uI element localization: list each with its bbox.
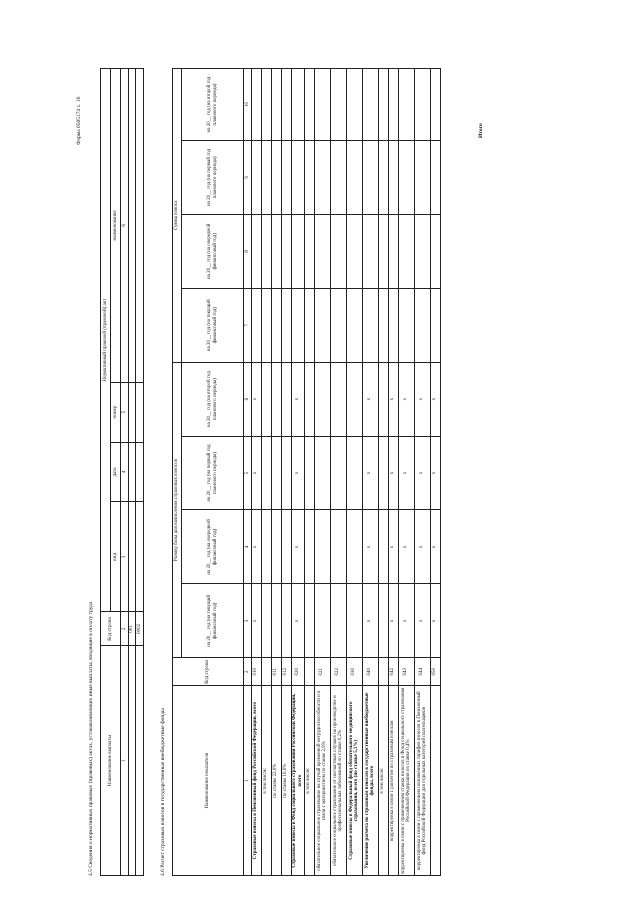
row-code: 042 xyxy=(388,658,398,686)
t45-code: 001 xyxy=(128,612,136,646)
value-cell xyxy=(330,288,346,362)
row-name: в том числе: xyxy=(261,686,271,876)
value-cell xyxy=(388,69,398,141)
table-row xyxy=(291,69,304,876)
row-code: 010 xyxy=(251,658,261,686)
table-row xyxy=(281,69,291,876)
t46-header-sum: Сумма взноса xyxy=(173,69,182,363)
value-cell xyxy=(346,69,362,141)
x-mark: x xyxy=(362,362,378,436)
value-cell xyxy=(304,362,314,436)
t45-colnum: 1 xyxy=(121,646,129,876)
t46-colnum: 8 xyxy=(244,214,252,288)
t45-header-code: Код строки xyxy=(101,612,121,646)
value-cell xyxy=(251,69,261,141)
t46-header-code: Код строки xyxy=(173,658,244,686)
value-cell xyxy=(281,436,291,510)
value-cell xyxy=(251,140,261,214)
row-name: обязательное социальное страхование от несчастных случаев на производстве и профессиональных заболеваний по ставке 0,2% xyxy=(330,686,346,876)
row-name xyxy=(430,686,440,876)
t45-header-naim: наименование xyxy=(111,69,121,383)
value-cell xyxy=(330,69,346,141)
row-code: 020 xyxy=(291,658,304,686)
x-mark: x xyxy=(251,510,261,584)
value-cell xyxy=(398,69,414,141)
value-cell xyxy=(251,288,261,362)
value-cell xyxy=(271,69,281,141)
row-code: 021 xyxy=(314,658,330,686)
row-code: 011 xyxy=(271,658,281,686)
t46-h-yfirst: на 20__ год (на первый год планового периода) xyxy=(182,140,244,214)
table-row xyxy=(388,69,398,876)
value-cell xyxy=(271,362,281,436)
x-mark: x xyxy=(362,510,378,584)
t46-colnum: 9 xyxy=(244,140,252,214)
t45-colnum: 4 xyxy=(121,442,129,502)
x-mark: x xyxy=(388,362,398,436)
value-cell xyxy=(271,510,281,584)
value-cell xyxy=(330,362,346,436)
value-cell xyxy=(430,288,440,362)
row-code: 030 xyxy=(346,658,362,686)
value-cell xyxy=(281,69,291,141)
value-cell xyxy=(346,362,362,436)
value-cell xyxy=(388,288,398,362)
value-cell xyxy=(330,584,346,658)
value-cell xyxy=(261,436,271,510)
x-mark: x xyxy=(251,362,261,436)
x-mark: x xyxy=(362,436,378,510)
value-cell xyxy=(388,214,398,288)
x-mark: x xyxy=(430,436,440,510)
x-mark: x xyxy=(251,584,261,658)
value-cell xyxy=(304,140,314,214)
t45-header-name: Наименование выплаты xyxy=(101,646,121,876)
x-mark: x xyxy=(430,362,440,436)
t46-colnum: 5 xyxy=(244,436,252,510)
table-row xyxy=(398,69,414,876)
table-row xyxy=(128,69,136,876)
x-mark: x xyxy=(414,436,430,510)
value-cell xyxy=(378,436,388,510)
value-cell xyxy=(346,214,362,288)
value-cell xyxy=(261,584,271,658)
value-cell xyxy=(281,362,291,436)
t46-header-base: Размер базы для начисления страховых взносов xyxy=(173,362,182,658)
x-mark: x xyxy=(398,362,414,436)
value-cell xyxy=(414,69,430,141)
x-mark: x xyxy=(414,584,430,658)
value-cell xyxy=(261,214,271,288)
t45-colnum: 6 xyxy=(121,69,129,383)
t46-colnum: 1 xyxy=(244,686,252,876)
value-cell xyxy=(378,584,388,658)
row-name: в том числе: xyxy=(304,686,314,876)
value-cell xyxy=(281,140,291,214)
value-cell xyxy=(271,288,281,362)
value-cell xyxy=(261,288,271,362)
value-cell xyxy=(378,510,388,584)
t46-h-ynext: на 20__ год (на очередной финансовый год) xyxy=(182,510,244,584)
t45-header-date: дата xyxy=(111,442,121,502)
value-cell xyxy=(398,140,414,214)
row-name: Страховые взносы в Федеральный фонд обязательного медицинского страхования, всего (по ставке 5,1%) xyxy=(346,686,362,876)
row-code xyxy=(304,658,314,686)
value-cell xyxy=(304,510,314,584)
value-cell xyxy=(261,69,271,141)
value-cell xyxy=(346,584,362,658)
value-cell xyxy=(251,214,261,288)
value-cell xyxy=(304,288,314,362)
x-mark: x xyxy=(398,584,414,658)
value-cell xyxy=(414,214,430,288)
value-cell xyxy=(330,510,346,584)
row-code: 043 xyxy=(398,658,414,686)
row-name: корректировка в связи с применением ставки взносов в Фонд социального страхования Российской Федерации по ставке 0,4% xyxy=(398,686,414,876)
table-row xyxy=(346,69,362,876)
t45-header-vid: вид xyxy=(111,502,121,612)
value-cell xyxy=(314,69,330,141)
value-cell xyxy=(281,510,291,584)
value-cell xyxy=(291,214,304,288)
value-cell xyxy=(314,214,330,288)
value-cell xyxy=(346,140,362,214)
value-cell xyxy=(430,140,440,214)
total-label: Итого xyxy=(478,123,484,138)
t46-h-ynext: на 20__ год (на очередной финансовый год) xyxy=(182,214,244,288)
value-cell xyxy=(430,69,440,141)
table-row xyxy=(136,69,144,876)
value-cell xyxy=(281,288,291,362)
section-45-title: 4.5 Сведения о нормативных правовых (правовых) актах, устанавливающих иные выплаты, входящие в оплату труда xyxy=(88,601,94,876)
row-code: 022 xyxy=(330,658,346,686)
t46-colnum-row xyxy=(244,69,252,876)
value-cell xyxy=(314,436,330,510)
value-cell xyxy=(281,584,291,658)
form-code: Форма 0505174 с. 16 xyxy=(76,96,82,145)
t46-h-ycur: на 20__ год (на текущий финансовый год) xyxy=(182,584,244,658)
row-name: Страховые взносы в Фонд социального страхования Российской Федерации, всего xyxy=(291,686,304,876)
value-cell xyxy=(362,214,378,288)
t46-h-ysecond: на 20__ год (на второй год планового периода) xyxy=(182,69,244,141)
value-cell xyxy=(314,140,330,214)
x-mark: x xyxy=(398,510,414,584)
value-cell xyxy=(330,436,346,510)
t46-colnum: 10 xyxy=(244,69,252,141)
value-cell xyxy=(281,214,291,288)
value-cell xyxy=(304,69,314,141)
t46-h-yfirst: на 20__ год (на первый год планового периода) xyxy=(182,436,244,510)
value-cell xyxy=(430,214,440,288)
t45-colnum: 5 xyxy=(121,382,129,442)
t45-colnum: 2 xyxy=(121,612,129,646)
value-cell xyxy=(346,288,362,362)
t45-colnum: 3 xyxy=(121,502,129,612)
table-row xyxy=(378,69,388,876)
table-row xyxy=(271,69,281,876)
value-cell xyxy=(362,140,378,214)
value-cell xyxy=(304,214,314,288)
row-name: обязательное социальное страхование на случай временной нетрудоспособности и в связи с материнством по ставке 2,9% xyxy=(314,686,330,876)
row-name: по ставке 10,0% xyxy=(281,686,291,876)
t45-header-group: Нормативный правовой (правовой) акт xyxy=(101,69,111,612)
value-cell xyxy=(261,140,271,214)
rotated-form xyxy=(68,65,628,880)
table-45 xyxy=(100,68,144,876)
table-row xyxy=(314,69,330,876)
table-row xyxy=(362,69,378,876)
value-cell xyxy=(362,69,378,141)
value-cell xyxy=(414,140,430,214)
table-row xyxy=(414,69,430,876)
x-mark: x xyxy=(430,584,440,658)
table-row xyxy=(330,69,346,876)
x-mark: x xyxy=(388,436,398,510)
value-cell xyxy=(362,288,378,362)
value-cell xyxy=(304,584,314,658)
t46-colnum: 2 xyxy=(244,658,252,686)
row-code: 044 xyxy=(414,658,430,686)
value-cell xyxy=(271,584,281,658)
value-cell xyxy=(378,140,388,214)
table-row xyxy=(261,69,271,876)
t45-colnum-row xyxy=(121,69,129,876)
table-row xyxy=(251,69,261,876)
x-mark: x xyxy=(414,510,430,584)
t46-colnum: 4 xyxy=(244,510,252,584)
value-cell xyxy=(330,214,346,288)
x-mark: x xyxy=(388,510,398,584)
x-mark: x xyxy=(291,510,304,584)
row-name: в том числе: xyxy=(378,686,388,876)
value-cell xyxy=(291,140,304,214)
row-code xyxy=(261,658,271,686)
t46-colnum: 3 xyxy=(244,584,252,658)
value-cell xyxy=(291,288,304,362)
row-name: по ставке 22,0% xyxy=(271,686,281,876)
value-cell xyxy=(291,69,304,141)
value-cell xyxy=(314,510,330,584)
value-cell xyxy=(388,140,398,214)
value-cell xyxy=(346,436,362,510)
t45-code: 0002 xyxy=(136,612,144,646)
value-cell xyxy=(378,214,388,288)
x-mark: x xyxy=(291,362,304,436)
x-mark: x xyxy=(251,436,261,510)
x-mark: x xyxy=(398,436,414,510)
table-46 xyxy=(172,68,441,876)
t46-h-ycur: на 20__ год (на текущий финансовый год) xyxy=(182,288,244,362)
value-cell xyxy=(261,510,271,584)
value-cell xyxy=(414,288,430,362)
row-name: Увеличение расчета по страховым взносам в государственные внебюджетные фонды, всего xyxy=(362,686,378,876)
value-cell xyxy=(304,436,314,510)
row-code: 050 xyxy=(430,658,440,686)
total-row xyxy=(430,69,440,876)
t46-header-name: Наименование показателя xyxy=(173,686,244,876)
value-cell xyxy=(271,436,281,510)
row-code: 040 xyxy=(362,658,378,686)
value-cell xyxy=(378,288,388,362)
x-mark: x xyxy=(291,436,304,510)
t45-header-nomer: номер xyxy=(111,382,121,442)
x-mark: x xyxy=(388,584,398,658)
row-name: Страховые взносы в Пенсионный фонд Российской Федерации, всего xyxy=(251,686,261,876)
value-cell xyxy=(330,140,346,214)
row-code xyxy=(378,658,388,686)
value-cell xyxy=(271,214,281,288)
row-name: корректировка в связи с расчетом по страховым взносам xyxy=(388,686,398,876)
table-row xyxy=(304,69,314,876)
value-cell xyxy=(398,214,414,288)
x-mark: x xyxy=(414,362,430,436)
value-cell xyxy=(314,288,330,362)
value-cell xyxy=(398,288,414,362)
value-cell xyxy=(314,362,330,436)
section-46-title: 4.6 Расчет страховых взносов в государственные внебюджетные фонды xyxy=(160,708,166,876)
value-cell xyxy=(378,362,388,436)
x-mark: x xyxy=(291,584,304,658)
x-mark: x xyxy=(362,584,378,658)
value-cell xyxy=(314,584,330,658)
row-name: корректировка в связи с применением пониженных тарифов взносов в Пенсионный фонд Российской Федерации для отдельных категорий плательщиков xyxy=(414,686,430,876)
value-cell xyxy=(378,69,388,141)
row-code: 012 xyxy=(281,658,291,686)
t46-colnum: 7 xyxy=(244,288,252,362)
x-mark: x xyxy=(430,510,440,584)
t46-colnum: 6 xyxy=(244,362,252,436)
value-cell xyxy=(261,362,271,436)
value-cell xyxy=(346,510,362,584)
t46-h-ysecond: на 20__ год (на второй год планового периода) xyxy=(182,362,244,436)
value-cell xyxy=(271,140,281,214)
